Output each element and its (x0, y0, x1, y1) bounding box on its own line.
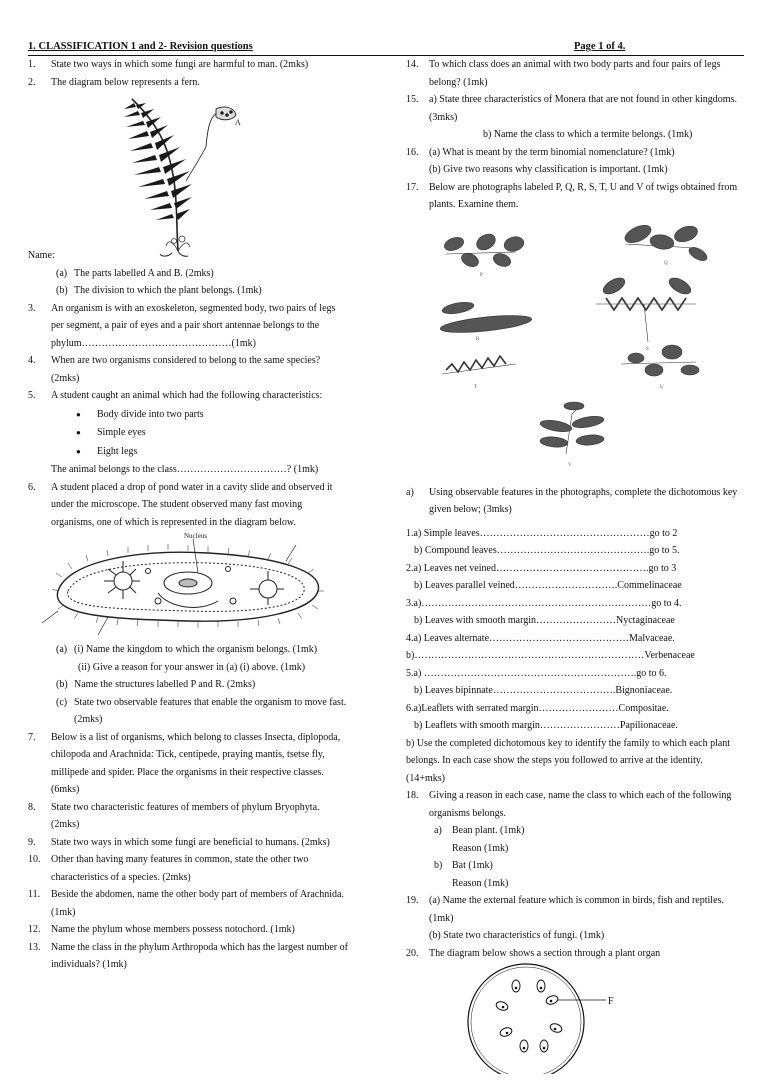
question-number: 12. (28, 924, 41, 935)
question-8 (28, 799, 348, 834)
question-text: a) State three characteristics of Monera that are not found in other kingdoms. (3mks) (429, 94, 737, 123)
dichotomous-key (406, 525, 742, 735)
name-label: Name: (28, 250, 55, 261)
question-2b (28, 282, 348, 300)
question-text: (a) What is meant by the term binomial nomenclature? (1mk) (429, 146, 675, 158)
question-text: When are two organisms considered to belong to the same species? (2mks) (51, 355, 321, 384)
sub-number: b) (434, 860, 443, 871)
photo-label-p: P (480, 272, 483, 278)
key-line: 3.a)……………………………………………………………go to 4. (406, 597, 682, 609)
sub-text: The division to which the plant belongs. (1mk) (74, 285, 262, 296)
left-column (28, 56, 348, 974)
question-text: Beside the abdomen, name the other body part of members of Arachnida. (1mk) (51, 889, 344, 918)
key-line: 2.a) Leaves net veined……………………………………….go to 3 (406, 562, 677, 574)
question-11 (28, 886, 348, 921)
key-line: b) Leaves parallel veined………………………….Commelinaceae (414, 580, 682, 591)
question-text: Below is a list of organisms, which belong to classes Insecta, diplopoda, chilopoda and Arachnida: Tick, centipede, praying mantis, tsetse fly, millipede and spider. Place the organisms in their respective classes.(6mks) (51, 731, 341, 795)
question-text: Name the class in the phylum Arthropoda which has the largest number of individuals? (1mk) (51, 941, 348, 970)
sub-text: Bat (1mk) (452, 860, 493, 871)
question-text: The diagram below represents a fern. (51, 76, 200, 88)
sub-text: Reason (1mk) (452, 877, 509, 889)
question-3 (28, 300, 348, 353)
question-19 (406, 892, 742, 927)
question-number: 10. (28, 854, 41, 865)
question-number: 7. (28, 731, 36, 743)
question-number: 4. (28, 355, 36, 366)
sub-text: Name the structures labelled P and R. (2mks) (74, 679, 256, 690)
question-text: Below are photographs labeled P, Q, R, S, T, U and V of twigs obtained from plants. Examine them. (429, 181, 738, 210)
sub-number: (b) (56, 285, 68, 296)
question-number: a) (406, 486, 414, 498)
key-line: b) Leaflets with smooth margin……………………Papilionaceae. (414, 720, 678, 731)
photo-label-q: Q (664, 260, 668, 266)
question-text: A student placed a drop of pond water in a cavity slide and observed it under the microscope. The student observed many fast moving organisms, one of which is represented in the diagram below. (51, 481, 333, 528)
question-20 (406, 945, 742, 963)
question-10 (28, 851, 348, 886)
fig-label-nucleus: Nucleus (184, 532, 207, 540)
q5-characteristics-list (28, 406, 348, 462)
sub-text: The parts labelled A and B. (2mks) (74, 267, 214, 279)
question-number: 5. (28, 390, 36, 401)
question-1 (28, 56, 348, 74)
question-text: To which class does an animal with two body parts and four pairs of legs belong? (1mk) (429, 59, 721, 88)
question-number: 13. (28, 941, 41, 953)
sub-text: Bean plant. (1mk) (452, 825, 525, 836)
twig-photos-illustration (406, 214, 742, 484)
question-number: 2. (28, 76, 36, 88)
page-header (28, 38, 744, 56)
question-text: An organism is with an exoskeleton, segmented body, two pairs of legs per segment, a pair of eyes and a pair short antennae belongs to the phylum………………………………………(1mk) (51, 302, 336, 349)
list-item: ● Simple eyes (74, 424, 348, 443)
question-text: (b) Give two reasons why classification is important. (1mk) (429, 164, 668, 175)
question-text: State two characteristic features of members of phylum Bryophyta. (2mks) (51, 801, 320, 830)
question-14 (406, 56, 742, 91)
right-column (406, 56, 742, 1074)
question-2a (28, 265, 348, 283)
question-17a (406, 484, 742, 519)
question-18b (406, 857, 742, 875)
question-4 (28, 352, 348, 387)
key-line: 4.a) Leaves alternate……………………………………Malvaceae. (406, 632, 675, 644)
question-number: 15. (406, 94, 419, 105)
question-18b-reason (406, 875, 742, 893)
question-number: 8. (28, 801, 36, 813)
question-number: 6. (28, 481, 36, 493)
list-item: ● Body divide into two parts (74, 406, 348, 425)
sub-text: (i) Name the kingdom to which the organism belongs. (1mk) (74, 644, 318, 655)
question-number: 20. (406, 947, 419, 959)
twig-photographs (406, 214, 742, 484)
question-text: The animal belongs to the class……………………………? (1mk) (51, 464, 319, 475)
question-number: 16. (406, 146, 419, 158)
question-number: 1. (28, 59, 36, 70)
question-6a (28, 641, 348, 659)
question-number: 9. (28, 836, 36, 848)
question-15 (406, 91, 742, 126)
fern-illustration (28, 91, 348, 259)
key-line: b) Leaves bipinnate……………………………….Bignoniaceae. (414, 685, 673, 696)
question-19b (406, 927, 742, 945)
question-5-answer-line (28, 461, 348, 479)
question-text: Name the phylum whose members possess notochord. (1mk) (51, 924, 295, 935)
key-line: b) Leaves with smooth margin……………………Nyctaginaceae (414, 615, 675, 626)
fern-diagram (28, 91, 348, 259)
paramecium-diagram (28, 531, 348, 641)
question-12 (28, 921, 348, 939)
question-text: (a) Name the external feature which is common in birds, fish and reptiles. (1mk) (429, 895, 724, 924)
photo-label-r: R (476, 336, 480, 342)
question-7 (28, 729, 348, 799)
question-18 (406, 787, 742, 822)
key-line: 6.a)Leaflets with serrated margin……………………Compositae. (406, 702, 669, 714)
question-number: 3. (28, 302, 36, 314)
question-2 (28, 74, 348, 92)
sub-number: (a) (56, 267, 68, 279)
paramecium-illustration (28, 531, 348, 641)
fig-label-f: F (608, 996, 614, 1007)
question-number: 19. (406, 895, 419, 906)
label-a: A (235, 118, 241, 127)
question-text: State two ways in which some fungi are beneficial to humans. (2mks) (51, 836, 330, 848)
key-line: b) Compound leaves……………………………………….go to 5. (414, 545, 680, 556)
sub-number: (c) (56, 696, 68, 708)
question-text: Other than having many features in common, state the other two characteristics of a species. (2mks) (51, 854, 309, 883)
page-number: Page 1 of 4. (574, 41, 626, 52)
question-text: Giving a reason in each case, name the class to which each of the following organisms belongs. (429, 790, 732, 819)
plant-organ-section-diagram (406, 962, 742, 1074)
photo-label-s: S (646, 346, 649, 352)
question-15b: b) Name the class to which a termite belongs. (1mk) (483, 129, 693, 140)
key-line: b)……………………………………………………………Verbenaceae (406, 650, 695, 661)
question-13 (28, 939, 348, 974)
question-6b (28, 676, 348, 694)
sub-number: (a) (56, 644, 68, 655)
sub-text: Reason (1mk) (452, 842, 509, 854)
key-line: 1.a) Simple leaves……………………………………………go to 2 (406, 527, 678, 539)
question-text: Using observable features in the photographs, complete the dichotomous key given below; (3mks) (429, 486, 738, 515)
question-5 (28, 387, 348, 405)
question-18a-reason (406, 840, 742, 858)
list-item: ● Eight legs (74, 443, 348, 462)
sub-text: State two observable features that enable the organism to move fast. (2mks) (74, 696, 347, 725)
question-6 (28, 479, 348, 532)
question-number: 18. (406, 790, 419, 801)
question-6c (28, 694, 348, 729)
plant-organ-section-illustration (406, 962, 742, 1074)
question-number: 17. (406, 181, 419, 193)
sub-number: a) (434, 825, 442, 836)
sub-text: (ii) Give a reason for your answer in (a) (i) above. (1mk) (78, 661, 306, 673)
question-17b: b) Use the completed dichotomous key to identify the family to which each plant belongs. In each case show the steps you followed to arrive at the identity. (14+mks) (406, 737, 731, 784)
key-line: 5.a) ……………………………………………………….go to 6. (406, 667, 667, 679)
photo-label-u: U (660, 384, 664, 390)
sub-number: (b) (56, 679, 68, 690)
question-6a-ii (28, 659, 348, 677)
document-title: 1. CLASSIFICATION 1 and 2- Revision questions (28, 41, 253, 52)
question-text: A student caught an animal which had the following characteristics: (51, 390, 323, 401)
question-9 (28, 834, 348, 852)
question-16 (406, 144, 742, 162)
question-18a (406, 822, 742, 840)
photo-label-t: T (474, 384, 478, 390)
question-number: 11. (28, 889, 41, 900)
question-text: State two ways in which some fungi are harmful to man. (2mks) (51, 59, 309, 70)
question-16b (406, 161, 742, 179)
question-text: The diagram below shows a section through a plant organ (429, 947, 661, 959)
question-text: (b) State two characteristics of fungi. (1mk) (429, 930, 605, 941)
photo-label-v: V (568, 462, 572, 468)
question-number: 14. (406, 59, 419, 70)
question-17 (406, 179, 742, 214)
